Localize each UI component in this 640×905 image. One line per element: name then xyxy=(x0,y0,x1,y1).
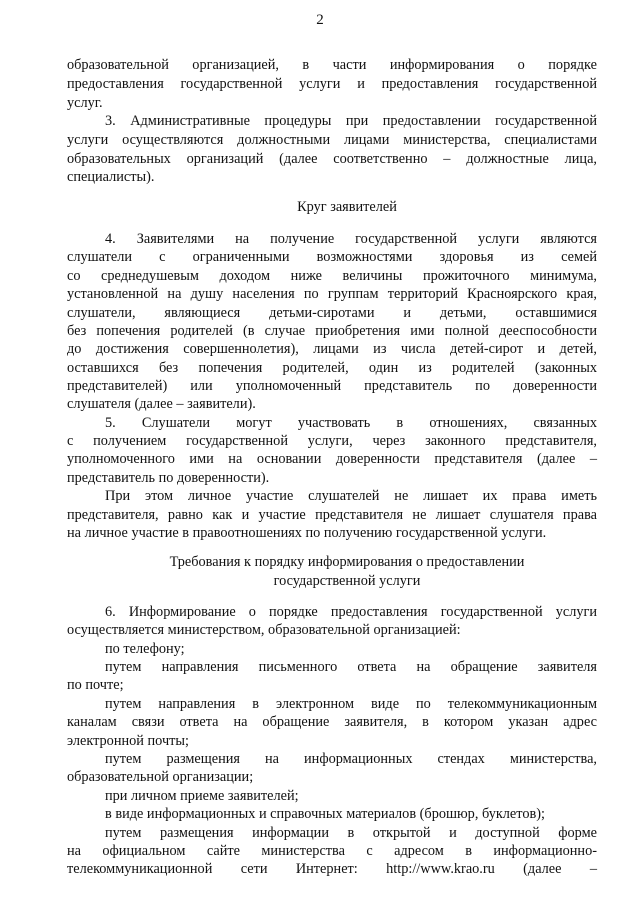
paragraph-line: со среднедушевым доходом ниже величины прожиточного минимума, xyxy=(67,268,597,284)
paragraph-line: образовательной организации; xyxy=(67,769,254,785)
paragraph-line: путем направления письменного ответа на обращение заявителя xyxy=(105,659,597,675)
page-number: 2 xyxy=(316,12,324,28)
paragraph-line: слушателя (далее – заявители). xyxy=(67,396,256,412)
paragraph-line: 6. Информирование о порядке предоставления государственной услуги xyxy=(105,604,597,620)
section-heading: государственной услуги xyxy=(273,573,421,589)
paragraph-line: по почте; xyxy=(67,677,124,693)
paragraph-line: на личное участие в правоотношениях по получению государственной услуги. xyxy=(67,525,547,541)
paragraph-line: по телефону; xyxy=(105,641,185,657)
paragraph-line: с получением государственной услуги, через законного представителя, xyxy=(67,433,597,449)
paragraph-line: услуг. xyxy=(67,95,103,111)
paragraph-line: представитель по доверенности). xyxy=(67,470,270,486)
paragraph-line: осуществляется министерством, образовательной организацией: xyxy=(67,622,461,638)
paragraph-line: уполномоченного ими на основании доверенности представителя (далее – xyxy=(67,451,597,467)
paragraph-line: 4. Заявителями на получение государственной услуги являются xyxy=(105,231,597,247)
paragraph-line: образовательной организацией, в части информирования о порядке xyxy=(67,57,597,73)
paragraph-line: каналам связи ответа на обращение заявителя, в котором указан адрес xyxy=(67,714,597,730)
paragraph-line: установленной на душу населения по группам территорий Красноярского края, xyxy=(67,286,597,302)
paragraph-line: путем размещения информации в открытой и доступной форме xyxy=(105,825,597,841)
paragraph-line: 5. Слушатели могут участвовать в отношениях, связанных xyxy=(105,415,597,431)
paragraph-line: до достижения совершеннолетия), лицами из числа детей-сирот и детей, xyxy=(67,341,597,357)
paragraph-line: слушатели, являющиеся детьми-сиротами и детьми, оставшимися xyxy=(67,305,597,321)
section-heading: Круг заявителей xyxy=(297,199,397,215)
paragraph-line: телекоммуникационной сети Интернет: http://www.krao.ru (далее – xyxy=(67,861,597,877)
paragraph-line: в виде информационных и справочных материалов (брошюр, буклетов); xyxy=(105,806,545,822)
paragraph-line: оставшихся без попечения родителей, один из родителей (законных xyxy=(67,360,597,376)
paragraph-line: 3. Административные процедуры при предоставлении государственной xyxy=(105,113,597,129)
paragraph-line: путем размещения на информационных стендах министерства, xyxy=(105,751,597,767)
paragraph-line: без попечения родителей (в случае приобретения ими полной дееспособности xyxy=(67,323,597,339)
paragraph-line: путем направления в электронном виде по телекоммуникационным xyxy=(105,696,597,712)
paragraph-line: При этом личное участие слушателей не лишает их права иметь xyxy=(105,488,597,504)
paragraph-line: при личном приеме заявителей; xyxy=(105,788,299,804)
paragraph-line: на официальном сайте министерства с адресом в информационно- xyxy=(67,843,597,859)
paragraph-line: услуги осуществляются должностными лицами министерства, специалистами xyxy=(67,132,597,148)
paragraph-line: электронной почты; xyxy=(67,733,189,749)
paragraph-line: образовательных организаций (далее соответственно – должностные лица, xyxy=(67,151,597,167)
paragraph-line: предоставления государственной услуги и предоставления государственной xyxy=(67,76,597,92)
section-heading: Требования к порядку информирования о предоставлении xyxy=(169,554,525,570)
paragraph-line: представителей) или уполномоченный представитель по доверенности xyxy=(67,378,597,394)
paragraph-line: представителя, равно как и участие представителя не лишает слушателя права xyxy=(67,507,597,523)
paragraph-line: слушатели с ограниченными возможностями здоровья из семей xyxy=(67,249,597,265)
paragraph-line: специалисты). xyxy=(67,169,155,185)
